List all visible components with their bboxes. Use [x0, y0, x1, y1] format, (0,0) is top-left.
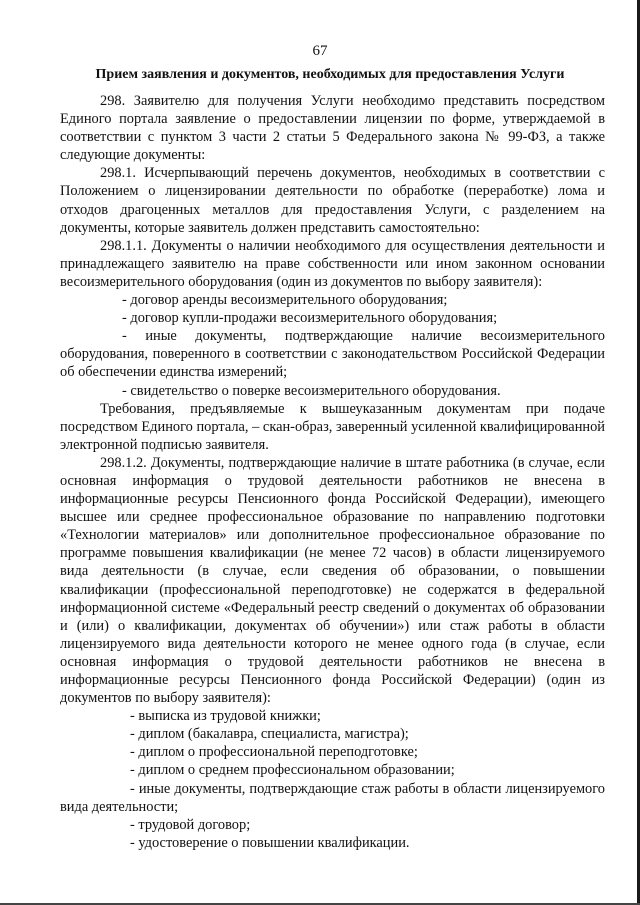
page-number: 67: [312, 43, 328, 59]
list-item: - иные документы, подтверждающие стаж работы в области лицензируемого вида деятельности;: [60, 780, 605, 815]
paragraph-298-1-1: 298.1.1. Документы о наличии необходимого для осуществления деятельности и принадлежащего заявителю на праве собственности или ином законном основании весоизмерительного оборудования (один из документов по выбору заявителя):: [60, 237, 605, 290]
list-item: - диплом (бакалавра, специалиста, магистра);: [130, 726, 409, 743]
paragraph-requirements: Требования, предъявляемые к вышеуказанным документам при подаче посредством Единого портала, – скан-образ, заверенный усиленной квалифицированной электронной подписью заявителя.: [60, 400, 605, 453]
list-item: - договор аренды весоизмерительного оборудования;: [122, 292, 448, 309]
body-text: [60, 92, 605, 852]
list-item: - диплом о среднем профессиональном образовании;: [130, 762, 455, 779]
list-item: - диплом о профессиональной переподготовке;: [130, 744, 418, 761]
list-item: - выписка из трудовой книжки;: [130, 708, 321, 725]
section-heading: Прием заявления и документов, необходимых для предоставления Услуги: [95, 67, 565, 82]
list-item: - трудовой договор;: [130, 816, 251, 833]
list-item: - удостоверение о повышении квалификации.: [130, 834, 410, 851]
paragraph-298-1-2: 298.1.2. Документы, подтверждающие наличие в штате работника (в случае, если основная информация о трудовой деятельности работников не внесена в информационные ресурсы Пенсионного фонда Российской Федерации), имеющего высшее или среднее профессиональное образование по направлению подготовки «Технологии материалов» или дополнительное профессиональное образование по программе повышения квалификации (не менее 72 часов) в области лицензируемого вида деятельности (в случае, если сведения об образовании, о повышении квалификации (профессиональной переподготовке) не содержатся в федеральной информационной системе «Федеральный реестр сведений о документах об образовании и (или) о квалификации, документах об обучении») или стаж работы в области лицензируемого вида деятельности которого не менее одного года (в случае, если основная информация о трудовой деятельности работников не внесена в информационные ресурсы Пенсионного фонда Российской Федерации) (один из документов по выбору заявителя):: [60, 454, 605, 707]
list-item: - договор купли-продажи весоизмерительного оборудования;: [122, 310, 498, 327]
paragraph-298-1: 298.1. Исчерпывающий перечень документов, необходимых в соответствии с Положением о лицензировании деятельности по обработке (переработке) лома и отходов драгоценных металлов для предоставления Услуги, с разделением на документы, которые заявитель должен представить самостоятельно:: [60, 165, 605, 236]
paragraph-298: 298. Заявителю для получения Услуги необходимо представить посредством Единого портала заявление о предоставлении лицензии по форме, утверждаемой в соответствии с пунктом 3 части 2 статьи 5 Федерального закона № 99-ФЗ, а также следующие документы:: [60, 93, 605, 164]
list-item: - свидетельство о поверке весоизмерительного оборудования.: [122, 382, 501, 399]
list-item: - иные документы, подтверждающие наличие весоизмерительного оборудования, поверенного в соответствии с законодательством Российской Федерации об обеспечении единства измерений;: [60, 328, 605, 381]
